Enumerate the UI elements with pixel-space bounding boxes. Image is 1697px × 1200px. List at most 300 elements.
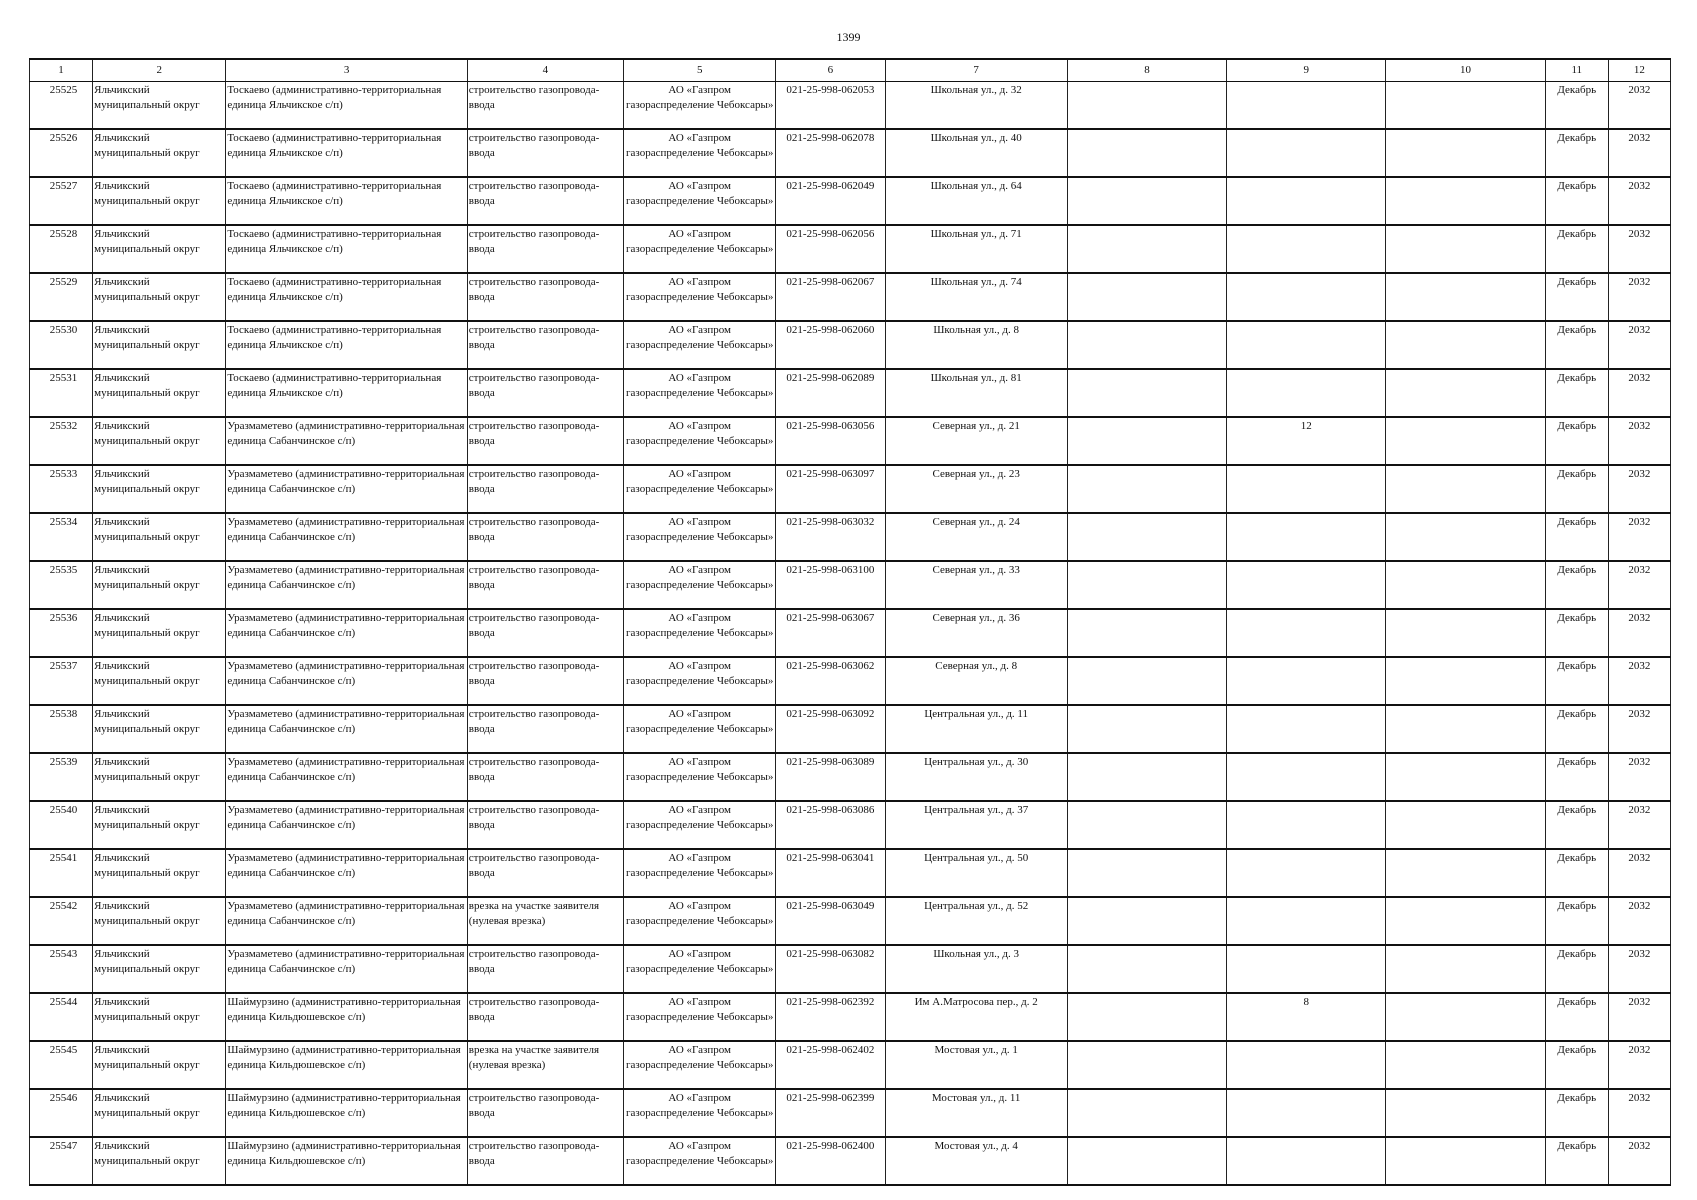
cell-col-9 [1227, 273, 1386, 321]
cell-year: 2032 [1608, 1041, 1670, 1089]
cell-year: 2032 [1608, 993, 1670, 1041]
cell-col-10 [1386, 993, 1545, 1041]
cell-address: Центральная ул., д. 52 [885, 897, 1067, 945]
cell-col-10 [1386, 1089, 1545, 1137]
cell-year: 2032 [1608, 369, 1670, 417]
cell-district: Яльчикский муниципальный округ [93, 1089, 226, 1137]
cell-settlement: Уразмаметево (административно-территориальная единица Сабанчинское с/п) [226, 897, 467, 945]
cell-address: Мостовая ул., д. 1 [885, 1041, 1067, 1089]
cell-work-type: строительство газопровода-ввода [467, 465, 623, 513]
cell-col-9: 8 [1227, 993, 1386, 1041]
cell-col-9 [1227, 369, 1386, 417]
cell-object-code: 021-25-998-063062 [776, 657, 885, 705]
cell-month: Декабрь [1545, 609, 1608, 657]
cell-row-number: 25533 [30, 465, 93, 513]
cell-col-9 [1227, 177, 1386, 225]
cell-work-type: строительство газопровода-ввода [467, 609, 623, 657]
cell-settlement: Уразмаметево (административно-территориальная единица Сабанчинское с/п) [226, 465, 467, 513]
cell-row-number: 25541 [30, 849, 93, 897]
table-row [30, 801, 1671, 849]
cell-object-code: 021-25-998-062056 [776, 225, 885, 273]
cell-object-code: 021-25-998-062060 [776, 321, 885, 369]
column-header-11: 11 [1545, 59, 1608, 82]
cell-district: Яльчикский муниципальный округ [93, 609, 226, 657]
cell-organization: АО «Газпром газораспределение Чебоксары» [624, 849, 776, 897]
cell-col-8 [1067, 1137, 1226, 1185]
cell-month: Декабрь [1545, 129, 1608, 177]
cell-settlement: Уразмаметево (административно-территориальная единица Сабанчинское с/п) [226, 657, 467, 705]
cell-month: Декабрь [1545, 705, 1608, 753]
cell-organization: АО «Газпром газораспределение Чебоксары» [624, 801, 776, 849]
cell-col-8 [1067, 177, 1226, 225]
cell-object-code: 021-25-998-063041 [776, 849, 885, 897]
cell-organization: АО «Газпром газораспределение Чебоксары» [624, 513, 776, 561]
cell-col-10 [1386, 465, 1545, 513]
cell-row-number: 25528 [30, 225, 93, 273]
cell-year: 2032 [1608, 273, 1670, 321]
cell-col-8 [1067, 849, 1226, 897]
cell-year: 2032 [1608, 129, 1670, 177]
cell-work-type: строительство газопровода-ввода [467, 657, 623, 705]
cell-row-number: 25539 [30, 753, 93, 801]
cell-work-type: строительство газопровода-ввода [467, 321, 623, 369]
cell-settlement: Тоскаево (административно-территориальная единица Яльчикское с/п) [226, 129, 467, 177]
table-row [30, 225, 1671, 273]
cell-col-8 [1067, 993, 1226, 1041]
cell-district: Яльчикский муниципальный округ [93, 321, 226, 369]
cell-address: Северная ул., д. 33 [885, 561, 1067, 609]
cell-row-number: 25531 [30, 369, 93, 417]
cell-object-code: 021-25-998-063086 [776, 801, 885, 849]
cell-row-number: 25525 [30, 82, 93, 130]
cell-work-type: строительство газопровода-ввода [467, 801, 623, 849]
cell-col-8 [1067, 897, 1226, 945]
cell-organization: АО «Газпром газораспределение Чебоксары» [624, 1041, 776, 1089]
cell-col-10 [1386, 177, 1545, 225]
cell-col-9 [1227, 1041, 1386, 1089]
column-header-5: 5 [624, 59, 776, 82]
cell-col-9 [1227, 705, 1386, 753]
table-row [30, 273, 1671, 321]
cell-month: Декабрь [1545, 177, 1608, 225]
cell-organization: АО «Газпром газораспределение Чебоксары» [624, 993, 776, 1041]
cell-month: Декабрь [1545, 993, 1608, 1041]
cell-settlement: Уразмаметево (административно-территориальная единица Сабанчинское с/п) [226, 753, 467, 801]
cell-district: Яльчикский муниципальный округ [93, 465, 226, 513]
cell-object-code: 021-25-998-062049 [776, 177, 885, 225]
column-header-4: 4 [467, 59, 623, 82]
cell-address: Северная ул., д. 36 [885, 609, 1067, 657]
cell-address: Школьная ул., д. 81 [885, 369, 1067, 417]
cell-year: 2032 [1608, 609, 1670, 657]
cell-object-code: 021-25-998-063032 [776, 513, 885, 561]
cell-organization: АО «Газпром газораспределение Чебоксары» [624, 609, 776, 657]
cell-address: Школьная ул., д. 40 [885, 129, 1067, 177]
cell-year: 2032 [1608, 561, 1670, 609]
cell-col-10 [1386, 753, 1545, 801]
cell-work-type: врезка на участке заявителя (нулевая врезка) [467, 1041, 623, 1089]
cell-district: Яльчикский муниципальный округ [93, 657, 226, 705]
cell-district: Яльчикский муниципальный округ [93, 801, 226, 849]
table-row [30, 897, 1671, 945]
cell-district: Яльчикский муниципальный округ [93, 273, 226, 321]
cell-year: 2032 [1608, 465, 1670, 513]
cell-month: Декабрь [1545, 321, 1608, 369]
cell-month: Декабрь [1545, 225, 1608, 273]
cell-month: Декабрь [1545, 369, 1608, 417]
cell-month: Декабрь [1545, 82, 1608, 130]
cell-row-number: 25542 [30, 897, 93, 945]
cell-district: Яльчикский муниципальный округ [93, 849, 226, 897]
cell-col-9 [1227, 321, 1386, 369]
cell-object-code: 021-25-998-062053 [776, 82, 885, 130]
cell-object-code: 021-25-998-063067 [776, 609, 885, 657]
cell-row-number: 25534 [30, 513, 93, 561]
column-header-12: 12 [1608, 59, 1670, 82]
cell-settlement: Уразмаметево (административно-территориальная единица Сабанчинское с/п) [226, 561, 467, 609]
cell-settlement: Тоскаево (административно-территориальная единица Яльчикское с/п) [226, 369, 467, 417]
cell-organization: АО «Газпром газораспределение Чебоксары» [624, 1137, 776, 1185]
cell-organization: АО «Газпром газораспределение Чебоксары» [624, 273, 776, 321]
cell-year: 2032 [1608, 177, 1670, 225]
cell-settlement: Шаймурзино (административно-территориальная единица Кильдюшевское с/п) [226, 1089, 467, 1137]
cell-address: Им А.Матросова пер., д. 2 [885, 993, 1067, 1041]
cell-address: Северная ул., д. 23 [885, 465, 1067, 513]
cell-month: Декабрь [1545, 417, 1608, 465]
cell-settlement: Тоскаево (административно-территориальная единица Яльчикское с/п) [226, 273, 467, 321]
cell-col-10 [1386, 321, 1545, 369]
cell-col-10 [1386, 945, 1545, 993]
cell-row-number: 25526 [30, 129, 93, 177]
cell-organization: АО «Газпром газораспределение Чебоксары» [624, 129, 776, 177]
table-row [30, 465, 1671, 513]
cell-work-type: строительство газопровода-ввода [467, 705, 623, 753]
cell-col-10 [1386, 513, 1545, 561]
cell-address: Школьная ул., д. 71 [885, 225, 1067, 273]
cell-col-10 [1386, 82, 1545, 130]
cell-year: 2032 [1608, 705, 1670, 753]
cell-col-10 [1386, 897, 1545, 945]
cell-col-8 [1067, 609, 1226, 657]
cell-col-8 [1067, 705, 1226, 753]
cell-row-number: 25544 [30, 993, 93, 1041]
cell-col-9 [1227, 801, 1386, 849]
cell-settlement: Уразмаметево (административно-территориальная единица Сабанчинское с/п) [226, 417, 467, 465]
cell-col-10 [1386, 657, 1545, 705]
cell-row-number: 25536 [30, 609, 93, 657]
cell-col-10 [1386, 129, 1545, 177]
cell-col-8 [1067, 513, 1226, 561]
cell-settlement: Уразмаметево (административно-территориальная единица Сабанчинское с/п) [226, 801, 467, 849]
cell-district: Яльчикский муниципальный округ [93, 753, 226, 801]
cell-district: Яльчикский муниципальный округ [93, 417, 226, 465]
table-row [30, 561, 1671, 609]
cell-col-8 [1067, 1041, 1226, 1089]
cell-settlement: Шаймурзино (административно-территориальная единица Кильдюшевское с/п) [226, 1137, 467, 1185]
table-body [30, 82, 1671, 1186]
column-header-7: 7 [885, 59, 1067, 82]
cell-object-code: 021-25-998-063097 [776, 465, 885, 513]
cell-col-8 [1067, 945, 1226, 993]
cell-month: Декабрь [1545, 513, 1608, 561]
cell-col-10 [1386, 561, 1545, 609]
cell-address: Школьная ул., д. 3 [885, 945, 1067, 993]
table-row [30, 849, 1671, 897]
column-header-6: 6 [776, 59, 885, 82]
cell-year: 2032 [1608, 753, 1670, 801]
cell-year: 2032 [1608, 417, 1670, 465]
cell-col-10 [1386, 417, 1545, 465]
cell-col-8 [1067, 753, 1226, 801]
cell-col-10 [1386, 369, 1545, 417]
cell-settlement: Тоскаево (административно-территориальная единица Яльчикское с/п) [226, 225, 467, 273]
cell-row-number: 25543 [30, 945, 93, 993]
table-row [30, 369, 1671, 417]
cell-address: Мостовая ул., д. 11 [885, 1089, 1067, 1137]
cell-col-9 [1227, 897, 1386, 945]
cell-col-8 [1067, 801, 1226, 849]
cell-col-8 [1067, 465, 1226, 513]
cell-settlement: Тоскаево (административно-территориальная единица Яльчикское с/п) [226, 82, 467, 130]
cell-month: Декабрь [1545, 561, 1608, 609]
cell-organization: АО «Газпром газораспределение Чебоксары» [624, 1089, 776, 1137]
table-row [30, 609, 1671, 657]
cell-col-9: 12 [1227, 417, 1386, 465]
cell-settlement: Уразмаметево (административно-территориальная единица Сабанчинское с/п) [226, 945, 467, 993]
cell-col-8 [1067, 273, 1226, 321]
cell-col-9 [1227, 849, 1386, 897]
cell-organization: АО «Газпром газораспределение Чебоксары» [624, 561, 776, 609]
cell-col-10 [1386, 849, 1545, 897]
cell-col-9 [1227, 225, 1386, 273]
cell-district: Яльчикский муниципальный округ [93, 177, 226, 225]
cell-month: Декабрь [1545, 945, 1608, 993]
cell-year: 2032 [1608, 849, 1670, 897]
cell-settlement: Уразмаметево (административно-территориальная единица Сабанчинское с/п) [226, 705, 467, 753]
cell-object-code: 021-25-998-062089 [776, 369, 885, 417]
page-number: 1399 [836, 30, 861, 44]
cell-col-8 [1067, 129, 1226, 177]
cell-district: Яльчикский муниципальный округ [93, 897, 226, 945]
table-row [30, 705, 1671, 753]
cell-object-code: 021-25-998-063082 [776, 945, 885, 993]
cell-row-number: 25527 [30, 177, 93, 225]
cell-col-9 [1227, 129, 1386, 177]
cell-organization: АО «Газпром газораспределение Чебоксары» [624, 82, 776, 130]
cell-settlement: Уразмаметево (административно-территориальная единица Сабанчинское с/п) [226, 609, 467, 657]
cell-settlement: Шаймурзино (административно-территориальная единица Кильдюшевское с/п) [226, 993, 467, 1041]
cell-work-type: строительство газопровода-ввода [467, 129, 623, 177]
cell-district: Яльчикский муниципальный округ [93, 1137, 226, 1185]
cell-col-10 [1386, 225, 1545, 273]
cell-settlement: Тоскаево (административно-территориальная единица Яльчикское с/п) [226, 177, 467, 225]
cell-work-type: строительство газопровода-ввода [467, 753, 623, 801]
cell-month: Декабрь [1545, 273, 1608, 321]
cell-work-type: строительство газопровода-ввода [467, 945, 623, 993]
cell-organization: АО «Газпром газораспределение Чебоксары» [624, 225, 776, 273]
cell-col-8 [1067, 369, 1226, 417]
cell-work-type: строительство газопровода-ввода [467, 1137, 623, 1185]
column-header-3: 3 [226, 59, 467, 82]
cell-district: Яльчикский муниципальный округ [93, 129, 226, 177]
table-row [30, 513, 1671, 561]
cell-district: Яльчикский муниципальный округ [93, 561, 226, 609]
cell-object-code: 021-25-998-062067 [776, 273, 885, 321]
table-row [30, 993, 1671, 1041]
cell-col-10 [1386, 801, 1545, 849]
cell-work-type: строительство газопровода-ввода [467, 177, 623, 225]
cell-organization: АО «Газпром газораспределение Чебоксары» [624, 897, 776, 945]
cell-col-9 [1227, 1137, 1386, 1185]
cell-row-number: 25530 [30, 321, 93, 369]
cell-work-type: врезка на участке заявителя (нулевая врезка) [467, 897, 623, 945]
cell-row-number: 25547 [30, 1137, 93, 1185]
cell-col-9 [1227, 657, 1386, 705]
cell-address: Центральная ул., д. 37 [885, 801, 1067, 849]
cell-object-code: 021-25-998-062402 [776, 1041, 885, 1089]
cell-col-8 [1067, 561, 1226, 609]
cell-address: Школьная ул., д. 8 [885, 321, 1067, 369]
cell-district: Яльчикский муниципальный округ [93, 225, 226, 273]
table-row [30, 82, 1671, 130]
cell-address: Школьная ул., д. 64 [885, 177, 1067, 225]
cell-organization: АО «Газпром газораспределение Чебоксары» [624, 369, 776, 417]
cell-year: 2032 [1608, 321, 1670, 369]
cell-year: 2032 [1608, 225, 1670, 273]
cell-work-type: строительство газопровода-ввода [467, 82, 623, 130]
cell-col-8 [1067, 417, 1226, 465]
table-row [30, 321, 1671, 369]
cell-work-type: строительство газопровода-ввода [467, 1089, 623, 1137]
cell-district: Яльчикский муниципальный округ [93, 705, 226, 753]
cell-col-9 [1227, 753, 1386, 801]
cell-object-code: 021-25-998-063049 [776, 897, 885, 945]
cell-object-code: 021-25-998-063089 [776, 753, 885, 801]
cell-district: Яльчикский муниципальный округ [93, 993, 226, 1041]
cell-organization: АО «Газпром газораспределение Чебоксары» [624, 177, 776, 225]
cell-year: 2032 [1608, 82, 1670, 130]
cell-object-code: 021-25-998-062400 [776, 1137, 885, 1185]
cell-year: 2032 [1608, 801, 1670, 849]
column-header-8: 8 [1067, 59, 1226, 82]
cell-col-9 [1227, 82, 1386, 130]
cell-col-9 [1227, 465, 1386, 513]
cell-work-type: строительство газопровода-ввода [467, 993, 623, 1041]
table-row [30, 417, 1671, 465]
cell-col-9 [1227, 513, 1386, 561]
cell-address: Мостовая ул., д. 4 [885, 1137, 1067, 1185]
cell-district: Яльчикский муниципальный округ [93, 513, 226, 561]
column-header-9: 9 [1227, 59, 1386, 82]
column-header-10: 10 [1386, 59, 1545, 82]
cell-work-type: строительство газопровода-ввода [467, 417, 623, 465]
cell-organization: АО «Газпром газораспределение Чебоксары» [624, 705, 776, 753]
cell-organization: АО «Газпром газораспределение Чебоксары» [624, 321, 776, 369]
cell-work-type: строительство газопровода-ввода [467, 369, 623, 417]
cell-row-number: 25535 [30, 561, 93, 609]
cell-col-10 [1386, 1041, 1545, 1089]
cell-organization: АО «Газпром газораспределение Чебоксары» [624, 417, 776, 465]
cell-row-number: 25546 [30, 1089, 93, 1137]
cell-month: Декабрь [1545, 1089, 1608, 1137]
cell-month: Декабрь [1545, 801, 1608, 849]
table-row [30, 1089, 1671, 1137]
cell-col-9 [1227, 1089, 1386, 1137]
cell-col-10 [1386, 1137, 1545, 1185]
cell-work-type: строительство газопровода-ввода [467, 513, 623, 561]
data-table [29, 58, 1671, 1186]
cell-work-type: строительство газопровода-ввода [467, 849, 623, 897]
cell-object-code: 021-25-998-062392 [776, 993, 885, 1041]
cell-col-9 [1227, 561, 1386, 609]
cell-month: Декабрь [1545, 465, 1608, 513]
cell-year: 2032 [1608, 657, 1670, 705]
cell-year: 2032 [1608, 1089, 1670, 1137]
cell-organization: АО «Газпром газораспределение Чебоксары» [624, 753, 776, 801]
cell-work-type: строительство газопровода-ввода [467, 225, 623, 273]
cell-organization: АО «Газпром газораспределение Чебоксары» [624, 945, 776, 993]
cell-col-8 [1067, 321, 1226, 369]
cell-organization: АО «Газпром газораспределение Чебоксары» [624, 465, 776, 513]
cell-col-10 [1386, 609, 1545, 657]
cell-work-type: строительство газопровода-ввода [467, 561, 623, 609]
cell-row-number: 25537 [30, 657, 93, 705]
cell-row-number: 25540 [30, 801, 93, 849]
cell-col-9 [1227, 945, 1386, 993]
table-row [30, 945, 1671, 993]
cell-organization: АО «Газпром газораспределение Чебоксары» [624, 657, 776, 705]
cell-address: Школьная ул., д. 74 [885, 273, 1067, 321]
table-row [30, 1137, 1671, 1185]
cell-month: Декабрь [1545, 753, 1608, 801]
cell-col-9 [1227, 609, 1386, 657]
cell-settlement: Шаймурзино (административно-территориальная единица Кильдюшевское с/п) [226, 1041, 467, 1089]
cell-year: 2032 [1608, 945, 1670, 993]
cell-year: 2032 [1608, 513, 1670, 561]
column-header-2: 2 [93, 59, 226, 82]
cell-year: 2032 [1608, 1137, 1670, 1185]
cell-col-8 [1067, 225, 1226, 273]
cell-work-type: строительство газопровода-ввода [467, 273, 623, 321]
cell-address: Центральная ул., д. 50 [885, 849, 1067, 897]
cell-col-8 [1067, 1089, 1226, 1137]
cell-col-8 [1067, 657, 1226, 705]
cell-district: Яльчикский муниципальный округ [93, 369, 226, 417]
cell-settlement: Уразмаметево (административно-территориальная единица Сабанчинское с/п) [226, 513, 467, 561]
cell-month: Декабрь [1545, 1041, 1608, 1089]
cell-col-10 [1386, 273, 1545, 321]
cell-object-code: 021-25-998-063056 [776, 417, 885, 465]
cell-month: Декабрь [1545, 1137, 1608, 1185]
cell-col-10 [1386, 705, 1545, 753]
cell-settlement: Тоскаево (административно-территориальная единица Яльчикское с/п) [226, 321, 467, 369]
table-row [30, 129, 1671, 177]
cell-object-code: 021-25-998-063100 [776, 561, 885, 609]
table-row [30, 657, 1671, 705]
table-row [30, 1041, 1671, 1089]
cell-object-code: 021-25-998-063092 [776, 705, 885, 753]
cell-object-code: 021-25-998-062078 [776, 129, 885, 177]
cell-address: Северная ул., д. 24 [885, 513, 1067, 561]
table-row [30, 177, 1671, 225]
cell-address: Школьная ул., д. 32 [885, 82, 1067, 130]
cell-district: Яльчикский муниципальный округ [93, 82, 226, 130]
cell-address: Центральная ул., д. 11 [885, 705, 1067, 753]
cell-settlement: Уразмаметево (административно-территориальная единица Сабанчинское с/п) [226, 849, 467, 897]
cell-month: Декабрь [1545, 849, 1608, 897]
cell-year: 2032 [1608, 897, 1670, 945]
cell-row-number: 25545 [30, 1041, 93, 1089]
